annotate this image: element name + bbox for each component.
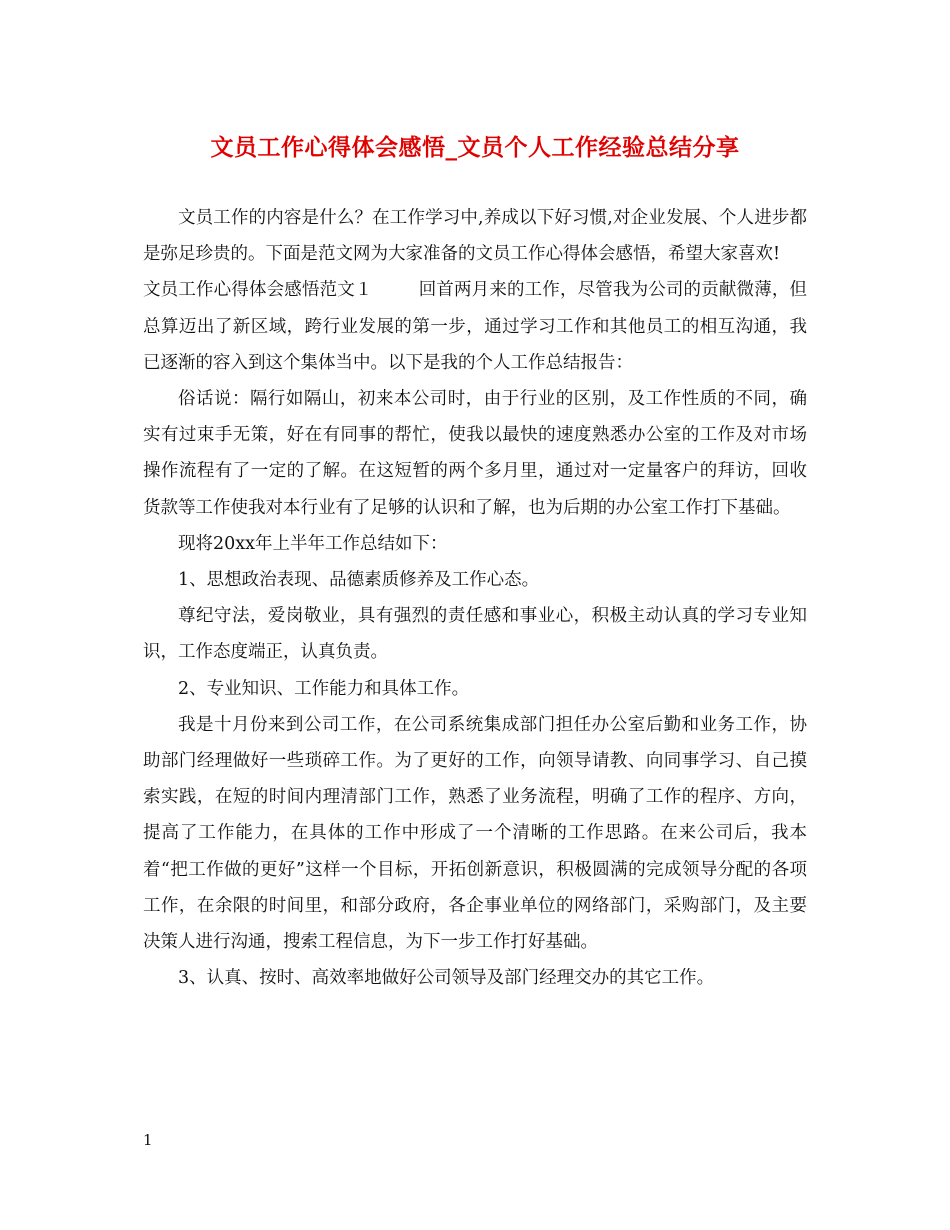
list-item-1: 1、思想政治表现、品德素质修养及工作心态。 [178,570,540,591]
intro-paragraph: 文员工作的内容是什么？在工作学习中,养成以下好习惯,对企业发展、个人进步都是弥足珍贵的。下面是范文网为大家准备的文员工作心得体会感悟，希望大家喜欢! [143,208,807,265]
paragraph-3: 尊纪守法，爱岗敬业，具有强烈的责任感和事业心，积极主动认真的学习专业知识，工作态度端正，认真负责。 [143,606,807,663]
paragraph-4: 我是十月份来到公司工作，在公司系统集成部门担任办公室后勤和业务工作，协助部门经理做好一些琐碎工作。为了更好的工作，向领导请教、向同事学习、自己摸索实践，在短的时间内理清部门工作，熟悉了业务流程，明确了工作的程序、方向，提高了工作能力，在具体的工作中形成了一个清晰的工作思路。在来公司后，我本着“把工作做的更好”这样一个目标，开拓创新意识，积极圆满的完成领导分配的各项工作，在余限的时间里，和部分政府，各企事业单位的网络部门，采购部门，及主要决策人进行沟通，搜索工程信息，为下一步工作打好基础。 [143,714,807,953]
section-paragraph [143,272,807,381]
list-item-3: 3、认真、按时、高效率地做好公司领导及部门经理交办的其它工作。 [178,968,715,989]
section-lead-text: 回首两月来的工作，尽管我为公司的贡献微薄，但总算迈出了新区域，跨行业发展的第一步，通过学习工作和其他员工的相互沟通，我已逐渐的容入到这个集体当中。以下是我的个人工作总结报告： [143,280,808,373]
page-number: 1 [143,1131,153,1149]
paragraph-2: 现将20xx年上半年工作总结如下： [178,533,448,554]
paragraph-1: 俗话说：隔行如隔山，初来本公司时，由于行业的区别，及工作性质的不同，确实有过束手无策，好在有同事的帮忙，使我以最快的速度熟悉办公室的工作及对市场操作流程有了一定的了解。在这短暂的两个多月里，通过对一定量客户的拜访，回收货款等工作使我对本行业有了足够的认识和了解，也为后期的办公室工作打下基础。 [143,389,807,518]
document-body [143,200,807,996]
section-heading: 文员工作心得体会感悟范文１ [143,280,373,301]
document-title: 文员工作心得体会感悟_文员个人工作经验总结分享 [210,134,740,161]
list-item-2: 2、专业知识、工作能力和具体工作。 [178,678,470,699]
